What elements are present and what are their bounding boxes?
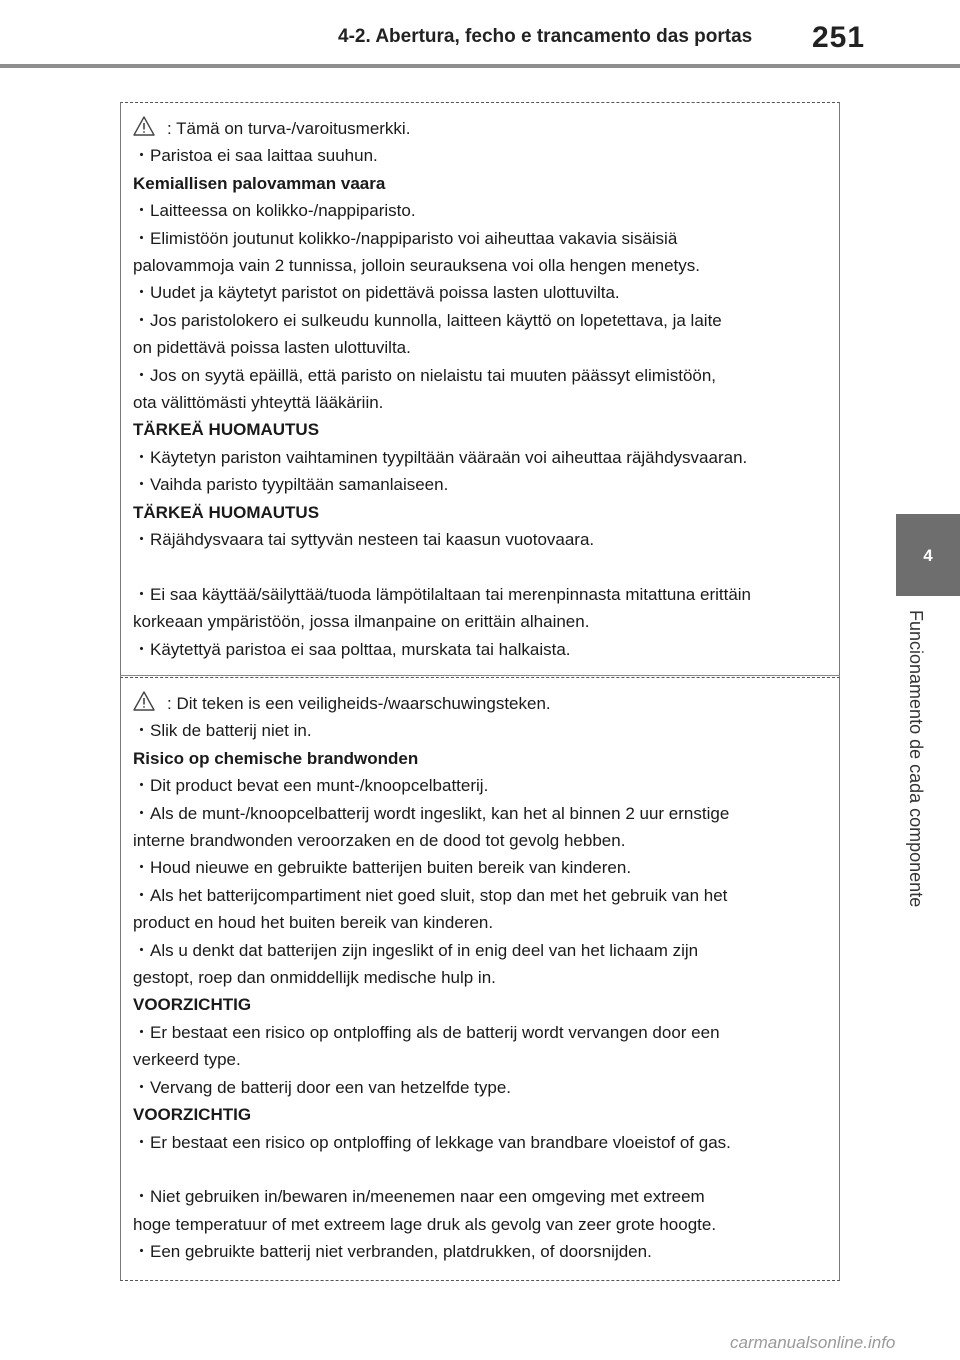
fi-heading: Kemiallisen palovamman vaara: [133, 173, 386, 193]
warning-box-dutch: [120, 677, 840, 1281]
nl-line: ・Er bestaat een risico op ontploffing of lekkage van brandbare vloeistof of gas.: [133, 1132, 731, 1152]
warning-box-finnish: [120, 102, 840, 677]
warning-triangle-icon: [133, 116, 155, 136]
nl-line: verkeerd type.: [133, 1050, 241, 1070]
fi-line: ・Jos on syytä epäillä, että paristo on nielaistu tai muuten päässyt elimistöön,: [133, 365, 717, 385]
nl-line: ・Vervang de batterij door een van hetzelfde type.: [133, 1077, 512, 1097]
nl-line: ・Als de munt-/knoopcelbatterij wordt ingeslikt, kan het al binnen 2 uur ernstige: [133, 803, 730, 823]
fi-line: ・Jos paristolokero ei sulkeudu kunnolla, laitteen käyttö on lopetettava, ja laite: [133, 310, 722, 330]
fi-line: ・Elimistöön joutunut kolikko-/nappiparisto voi aiheuttaa vakavia sisäisiä: [133, 228, 678, 248]
blank-line: [133, 1156, 833, 1183]
chapter-tab: [896, 514, 960, 596]
fi-line: ・Laitteessa on kolikko-/nappiparisto.: [133, 201, 416, 221]
nl-heading: VOORZICHTIG: [133, 1105, 252, 1125]
watermark: carmanualsonline.info: [730, 1333, 896, 1352]
nl-line: product en houd het buiten bereik van kinderen.: [133, 913, 494, 933]
blank-line: [133, 554, 833, 581]
warning-intro-text: : Dit teken is een veiligheids-/waarschuwingsteken.: [167, 694, 551, 713]
box-separator: [120, 675, 840, 676]
nl-line: ・Niet gebruiken in/bewaren in/meenemen naar een omgeving met extreem: [133, 1187, 705, 1207]
fi-heading: TÄRKEÄ HUOMAUTUS: [133, 502, 320, 522]
nl-line: ・Er bestaat een risico op ontploffing als de batterij wordt vervangen door een: [133, 1022, 720, 1042]
chapter-number: 4: [923, 546, 933, 565]
section-title: 4-2. Abertura, fecho e trancamento das portas: [338, 26, 753, 47]
nl-line: interne brandwonden veroorzaken en de dood tot gevolg hebben.: [133, 831, 626, 851]
nl-line: ・Een gebruikte batterij niet verbranden, platdrukken, of doorsnijden.: [133, 1242, 652, 1262]
nl-line: ・Als het batterijcompartiment niet goed sluit, stop dan met het gebruik van het: [133, 885, 728, 905]
chapter-label: [905, 610, 947, 970]
nl-line: gestopt, roep dan onmiddellijk medische hulp in.: [133, 968, 496, 988]
warning-intro-text: : Tämä on turva-/varoitusmerkki.: [167, 119, 411, 138]
header-divider: [0, 64, 960, 68]
warning-intro: [133, 115, 833, 142]
fi-line: ota välittömästi yhteyttä lääkäriin.: [133, 393, 384, 413]
nl-line: ・Houd nieuwe en gebruikte batterijen buiten bereik van kinderen.: [133, 858, 632, 878]
fi-line: ・Räjähdysvaara tai syttyvän nesteen tai kaasun vuotovaara.: [133, 530, 595, 550]
warning-triangle-icon: [133, 691, 155, 711]
nl-line: ・Dit product bevat een munt-/knoopcelbatterij.: [133, 776, 489, 796]
nl-line: hoge temperatuur of met extreem lage druk als gevolg van zeer grote hoogte.: [133, 1214, 717, 1234]
warning-intro: [133, 690, 833, 717]
fi-line: ・Käytettyä paristoa ei saa polttaa, murskata tai halkaista.: [133, 639, 571, 659]
fi-line: ・Käytetyn pariston vaihtaminen tyypiltään vääraän voi aiheuttaa räjähdysvaaran.: [133, 447, 748, 467]
nl-heading: Risico op chemische brandwonden: [133, 748, 419, 768]
fi-line: ・Ei saa käyttää/säilyttää/tuoda lämpötilaltaan tai merenpinnasta mitattuna erittäin: [133, 584, 752, 604]
fi-line: on pidettävä poissa lasten ulottuvilta.: [133, 338, 411, 358]
page-number: 251: [812, 21, 866, 54]
nl-line: ・Als u denkt dat batterijen zijn ingeslikt of in enig deel van het lichaam zijn: [133, 940, 699, 960]
fi-line: ・Vaihda paristo tyypiltään samanlaiseen.: [133, 475, 449, 495]
fi-line: korkeaan ympäristöön, jossa ilmanpaine on erittäin alhainen.: [133, 612, 590, 632]
fi-line: ・Paristoa ei saa laittaa suuhun.: [133, 146, 378, 166]
fi-heading: TÄRKEÄ HUOMAUTUS: [133, 420, 320, 440]
chapter-label-text: Funcionamento de cada componente: [906, 610, 926, 908]
nl-heading: VOORZICHTIG: [133, 995, 252, 1015]
fi-line: ・Uudet ja käytetyt paristot on pidettävä poissa lasten ulottuvilta.: [133, 283, 620, 303]
fi-line: palovammoja vain 2 tunnissa, jolloin seurauksena voi olla hengen menetys.: [133, 256, 701, 276]
nl-line: ・Slik de batterij niet in.: [133, 721, 312, 741]
